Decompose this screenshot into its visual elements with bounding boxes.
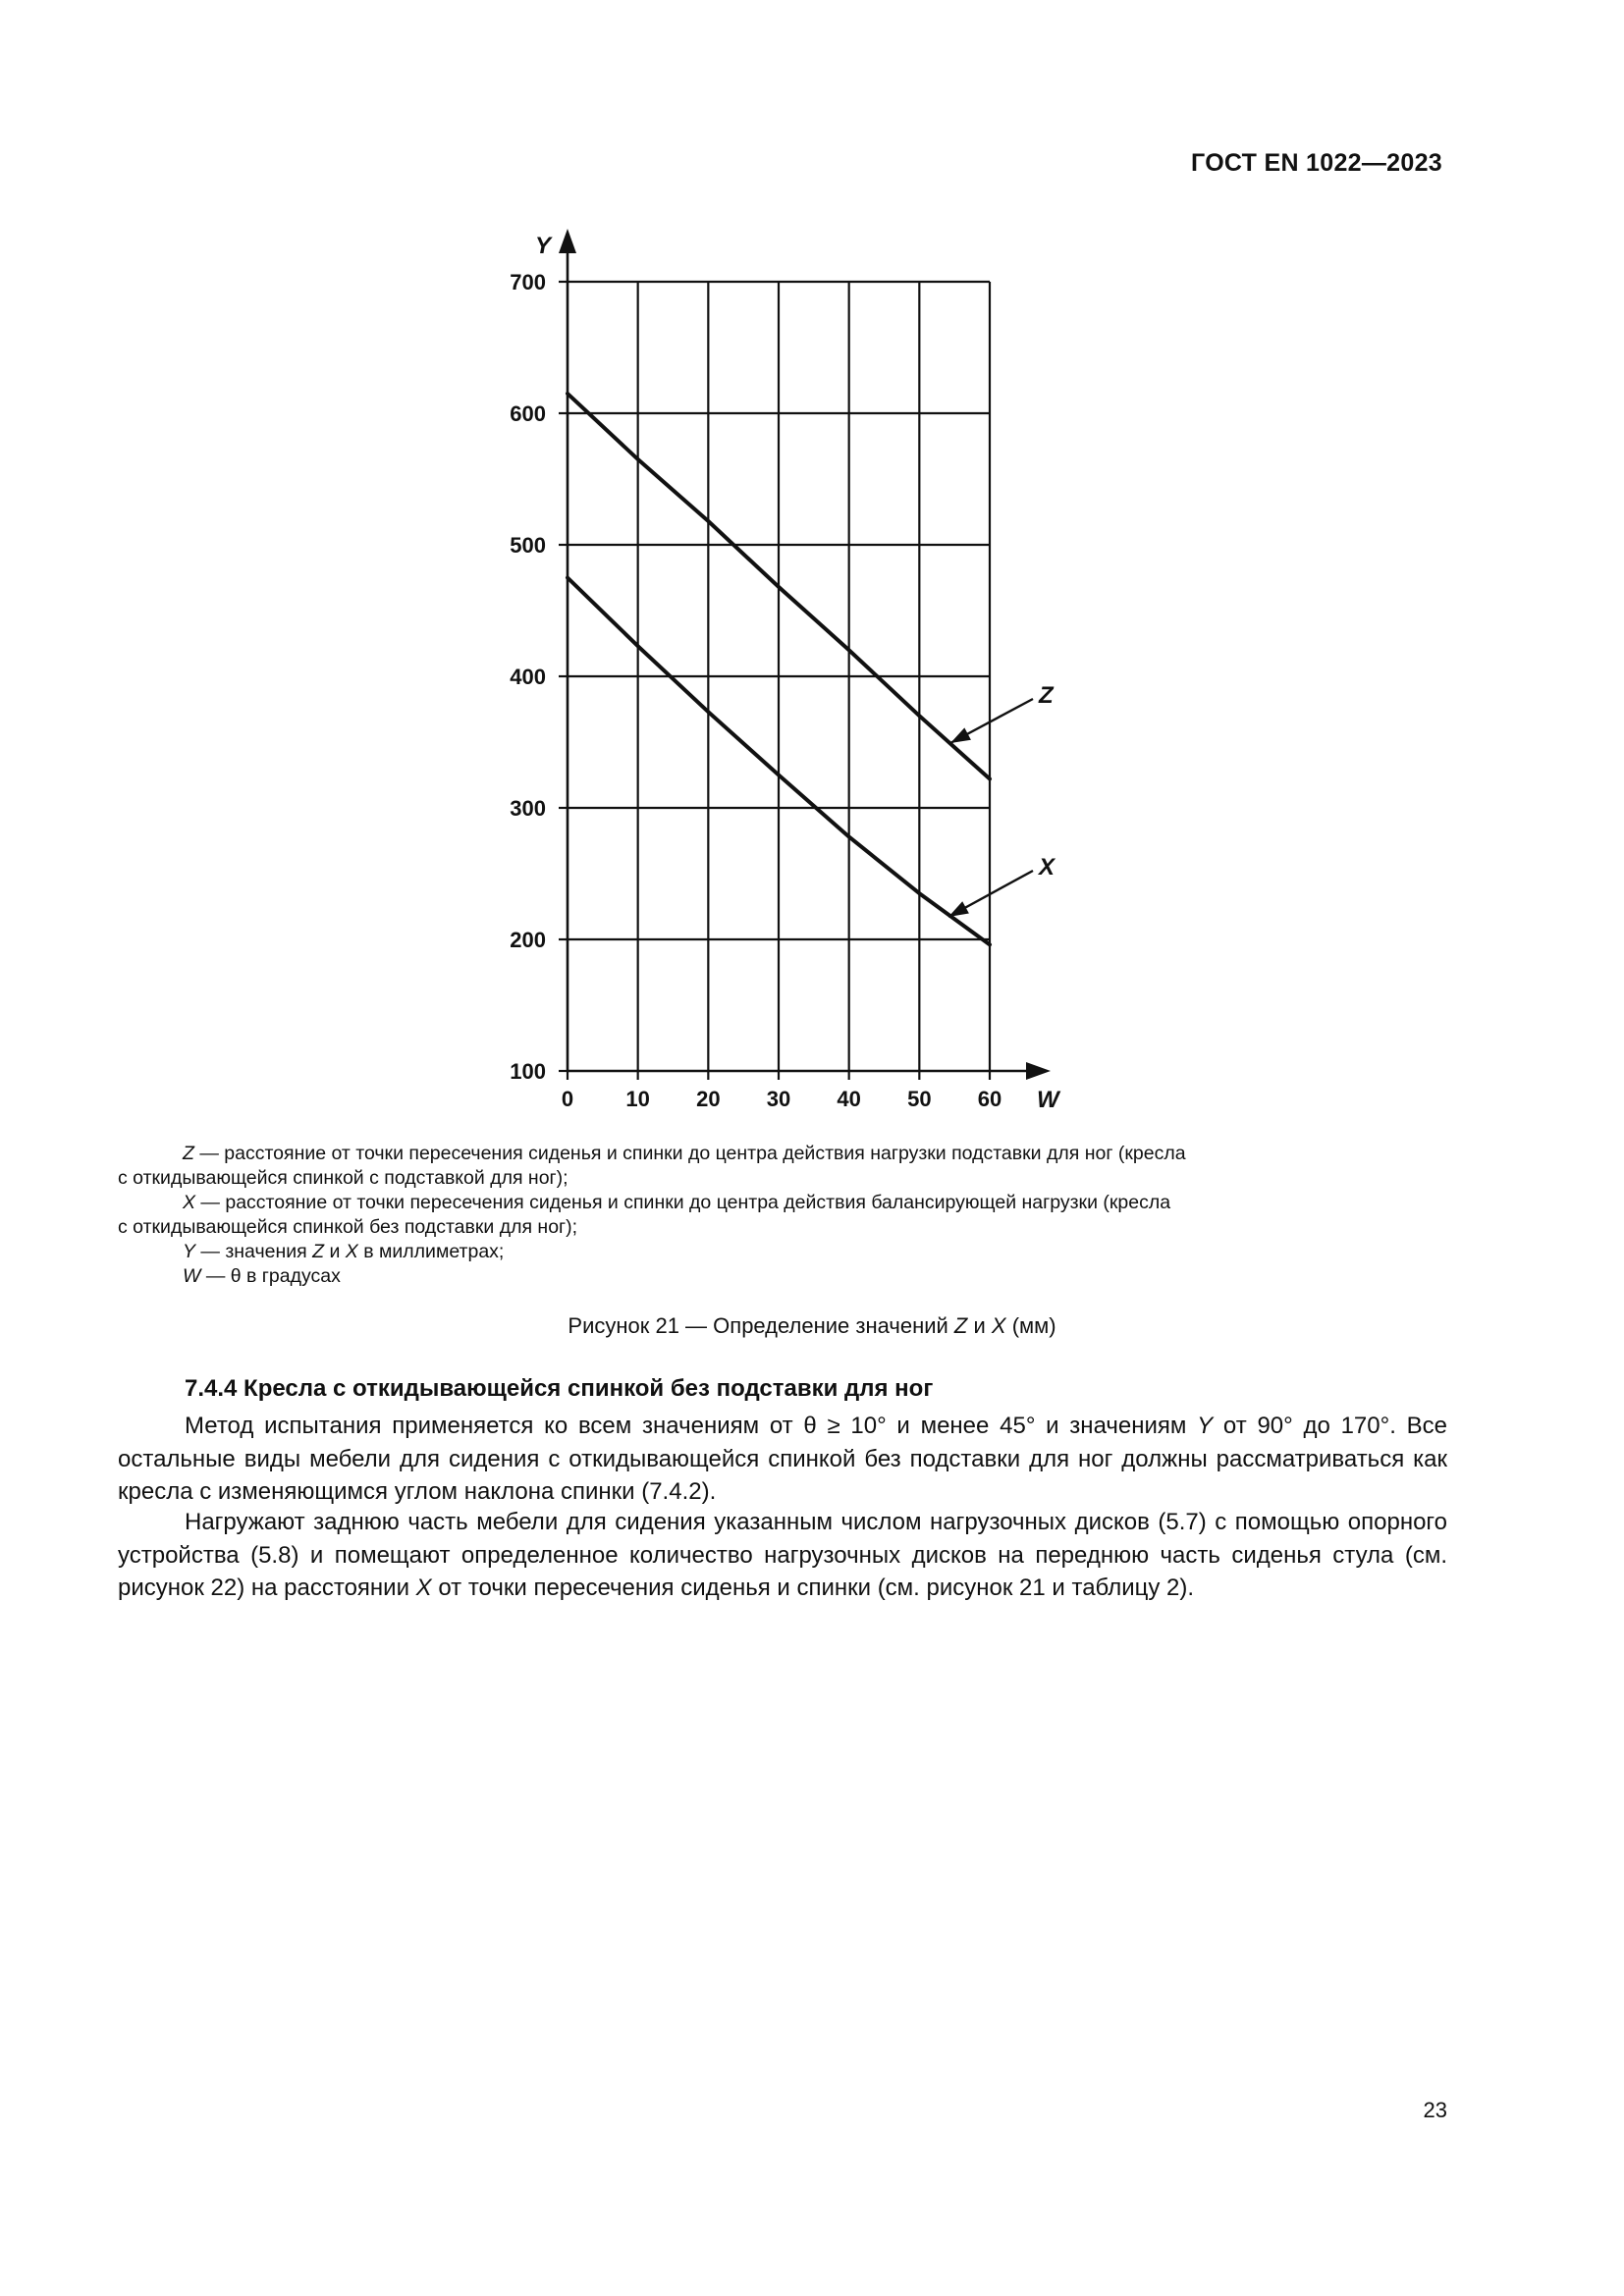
y-tick-label: 700 (510, 270, 546, 294)
x-tick-label: 0 (561, 1087, 574, 1111)
y-tick-label: 200 (510, 928, 546, 952)
paragraph-1: Метод испытания применяется ко всем значениям от θ ≥ 10° и менее 45° и значениям Y от 90° до 170°. Все остальные виды мебели для сидения с откидывающейся спинкой без подставки для ног должны рассматриваться как кресла с изменяющимся углом наклона спинки (7.4.2). (118, 1413, 1447, 1505)
x-axis-arrow (1026, 1062, 1051, 1080)
y-axis-arrow (559, 229, 576, 253)
figure-21 (0, 0, 1624, 1129)
figure-legend (118, 1142, 1453, 1289)
x-axis-label: W (1037, 1087, 1059, 1113)
y-tick-label: 400 (510, 665, 546, 689)
chart (0, 0, 1624, 1129)
x-tick-label: 20 (696, 1087, 721, 1111)
section-title: 7.4.4 Кресла с откидывающейся спинкой без подставки для ног (185, 1375, 934, 1402)
page-number: 23 (1423, 2098, 1447, 2122)
paragraph-2: Нагружают заднюю часть мебели для сидения указанным числом нагрузочных дисков (5.7) с помощью опорного устройства (5.8) и помещают определенное количество нагрузочных дисков на переднюю часть сиденья стула (см. рисунок 22) на расстоянии X от точки пересечения сиденья и спинки (см. рисунок 21 и таблицу 2). (118, 1509, 1447, 1601)
legend-y: Y — значения Z и X в миллиметрах; (183, 1241, 505, 1262)
y-axis-label: Y (535, 233, 552, 259)
legend-z-cont: с откидывающейся спинкой с подставкой для ног); (118, 1167, 568, 1189)
x-tick-label: 50 (907, 1087, 932, 1111)
figure-caption: Рисунок 21 — Определение значений Z и X (мм) (568, 1313, 1056, 1338)
x-tick-label: 30 (766, 1087, 791, 1111)
y-tick-label: 500 (510, 533, 546, 558)
document-id: ГОСТ EN 1022—2023 (1191, 149, 1442, 177)
y-tick-label: 100 (510, 1059, 546, 1084)
legend-z: Z — расстояние от точки пересечения сиденья и спинки до центра действия нагрузки подставки для ног (кресла (183, 1143, 1186, 1164)
x-tick-label: 10 (625, 1087, 650, 1111)
y-tick-label: 600 (510, 401, 546, 426)
legend-w: W — θ в градусах (183, 1265, 341, 1287)
legend-x-cont: с откидывающейся спинкой без подставки для ног); (118, 1216, 578, 1238)
series-label-x: X (1039, 854, 1056, 881)
callout-arrow-x (948, 901, 969, 917)
x-tick-label: 40 (837, 1087, 861, 1111)
x-tick-label: 60 (977, 1087, 1002, 1111)
callout-arrow-z (950, 727, 971, 743)
legend-x: X — расстояние от точки пересечения сиденья и спинки до центра действия балансирующей нагрузки (кресла (183, 1192, 1171, 1213)
y-tick-label: 300 (510, 796, 546, 821)
series-label-z: Z (1039, 682, 1054, 709)
